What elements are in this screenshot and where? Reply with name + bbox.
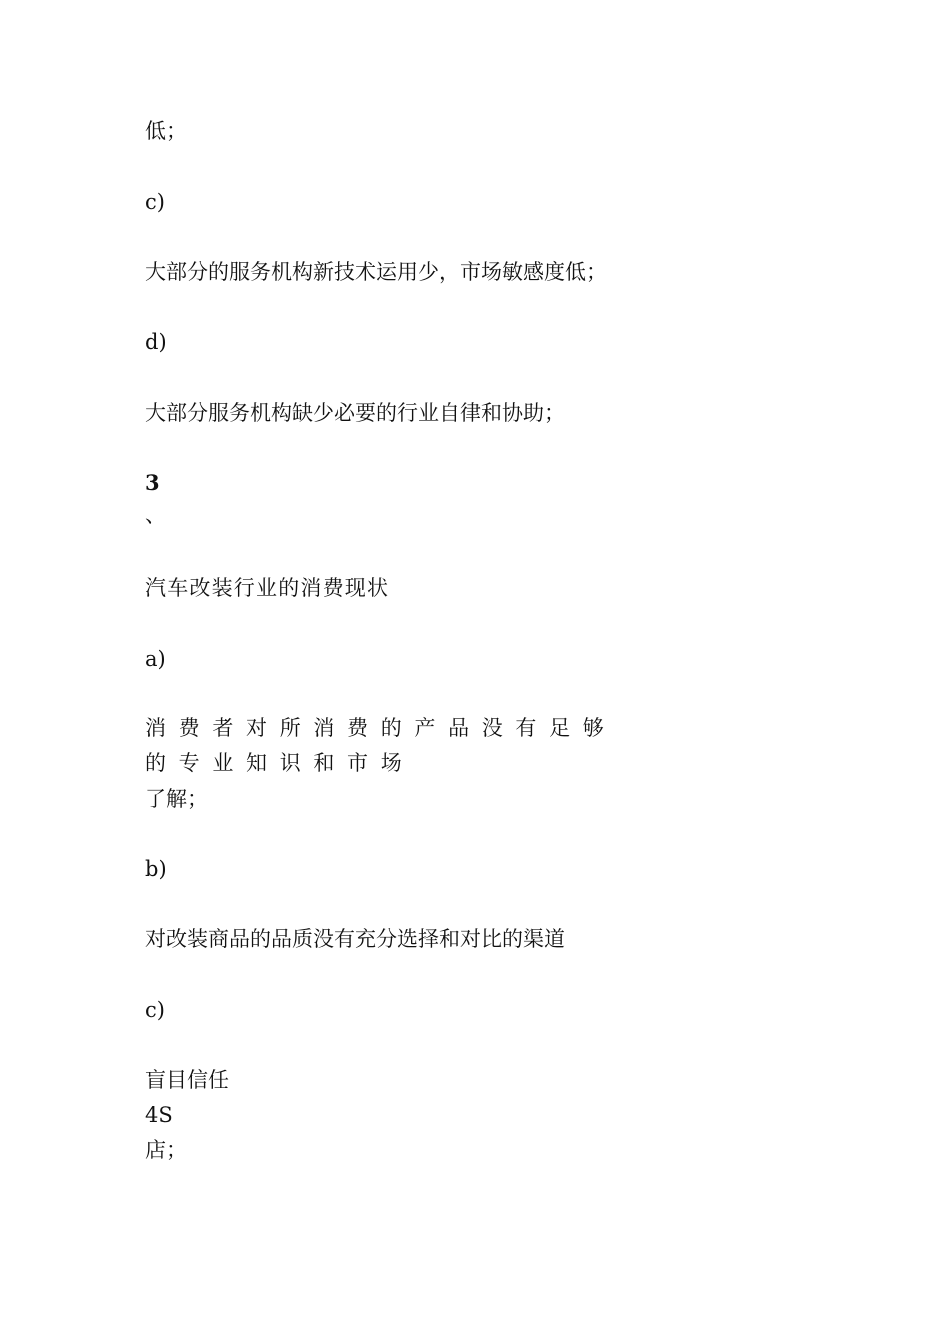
text-line-5: 大部分服务机构缺少必要的行业自律和协助； (145, 401, 565, 425)
text-line-1: 低； (145, 119, 187, 143)
list-marker-a: a) (145, 647, 166, 671)
list-marker-d: d) (145, 330, 167, 354)
text-line-10: 消 费 者 对 所 消 费 的 产 品 没 有 足 够 (145, 716, 607, 740)
text-line-3: 大部分的服务机构新技术运用少，市场敏感度低； (145, 260, 607, 284)
section-number: 3 (145, 470, 160, 495)
section-separator: 、 (145, 503, 166, 527)
text-line-18: 店； (145, 1138, 187, 1162)
list-marker-c: c) (145, 190, 165, 214)
text-line-12: 了解； (145, 787, 208, 811)
list-marker-b: b) (145, 857, 167, 881)
text-line-17: 4S (145, 1103, 173, 1127)
section-heading: 汽车改装行业的消费现状 (145, 576, 390, 600)
text-line-16: 盲目信任 (145, 1068, 229, 1092)
list-marker-c-2: c) (145, 998, 165, 1022)
text-line-11: 的 专 业 知 识 和 市 场 (145, 751, 405, 775)
text-line-14: 对改装商品的品质没有充分选择和对比的渠道 (145, 927, 565, 951)
